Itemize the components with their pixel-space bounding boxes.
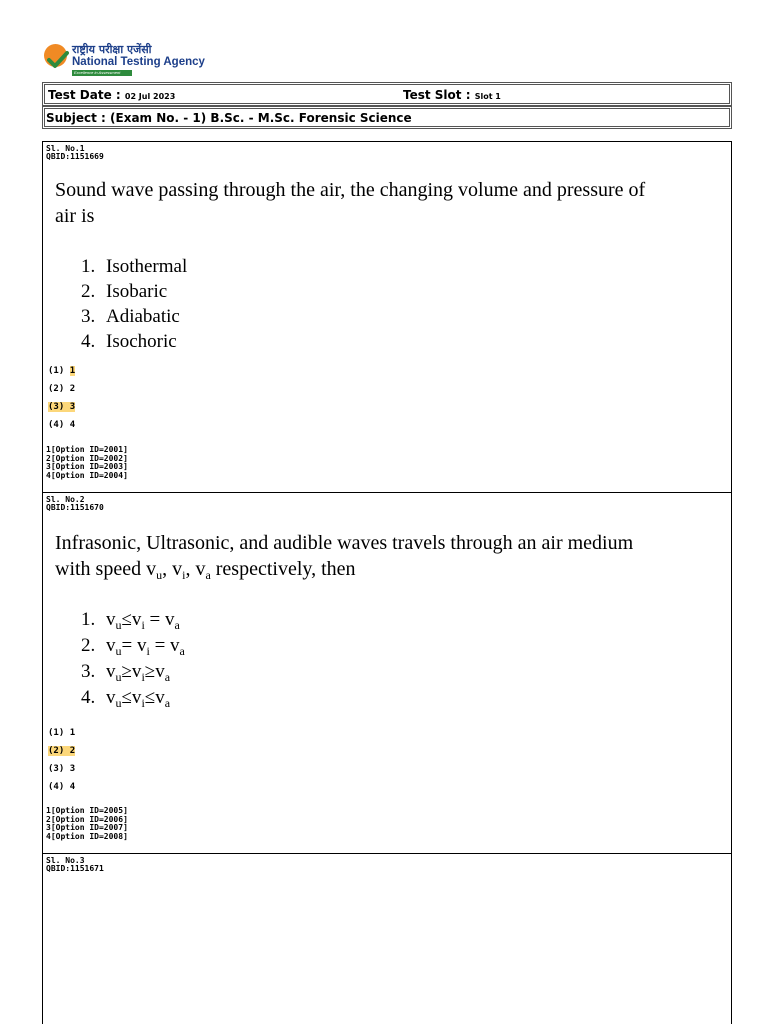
option-id-3: 3[Option ID=2007] [46,823,128,832]
serial-number: Sl. No.2 [46,495,85,504]
question-block-3 [42,853,732,1024]
test-slot-label: Test Slot : [403,88,471,102]
question-block-1 [42,141,732,493]
option-item: 2. $v_u= v_i = v_a$ [81,635,185,658]
question-text-line-2: air is [55,205,95,227]
qbid: QBID:1151669 [46,152,104,161]
test-info-row [42,82,732,106]
option-item: 2. Isobaric [81,281,168,302]
option-id-1: 1[Option ID=2001] [46,445,128,454]
answer-choice-4: (4) 4 [48,420,76,430]
test-date-label: Test Date : [48,88,121,102]
qbid: QBID:1151670 [46,503,104,512]
option-id-4: 4[Option ID=2008] [46,831,128,841]
question-text-line-2: with speed $v_u$, $v_i$, $v_a$ respectively, then [55,558,356,582]
test-slot-value: Slot 1 [474,92,501,101]
option-item: 3. Adiabatic [81,306,180,327]
subject-text: Subject : (Exam No. - 1) B.Sc. - M.Sc. Forensic Science [46,111,412,125]
option-id-3: 3[Option ID=2003] [46,462,128,471]
serial-number: Sl. No.3 [46,856,85,865]
agency-tagline: Excellence in Assessment [72,70,132,76]
nta-logo [44,42,244,80]
checkmark-icon [47,48,69,70]
agency-name-english: National Testing Agency [72,56,205,68]
option-id-2: 2[Option ID=2002] [46,453,128,463]
question-text-line-1: Sound wave passing through the air, the changing volume and pressure of [55,179,646,201]
serial-number: Sl. No.1 [46,144,85,153]
answer-choice-1: (1) 1 [48,366,76,376]
test-date-value: 02 Jul 2023 [124,92,176,101]
option-item: 4. $v_u\le v_i\le v_a$ [81,687,171,710]
answer-choice-2: (2) 2 [48,384,76,394]
agency-name-hindi: राष्ट्रीय परीक्षा एजेंसी [72,43,152,56]
test-slot [403,88,501,102]
option-item: 1. Isothermal [81,256,188,277]
option-item: 4. Isochoric [81,331,177,352]
question-block-2 [42,492,732,854]
answer-choice-3-correct: (3) 3 [48,402,76,412]
option-id-2: 2[Option ID=2006] [46,814,128,824]
subject-row [42,106,732,129]
qbid: QBID:1151671 [46,864,104,873]
option-id-4: 4[Option ID=2004] [46,470,128,480]
option-item: 3. $v_u\ge v_i\ge v_a$ [81,661,171,684]
answer-choice-4: (4) 4 [48,782,76,792]
test-date [48,88,175,102]
question-text-line-1: Infrasonic, Ultrasonic, and audible waves travels through an air medium [55,532,634,554]
option-id-1: 1[Option ID=2005] [46,806,128,815]
answer-choice-1: (1) 1 [48,728,76,738]
answer-choice-2-correct: (2) 2 [48,746,76,756]
answer-choice-3: (3) 3 [48,764,76,774]
option-item: 1. $v_u\le v_i = v_a$ [81,609,180,632]
